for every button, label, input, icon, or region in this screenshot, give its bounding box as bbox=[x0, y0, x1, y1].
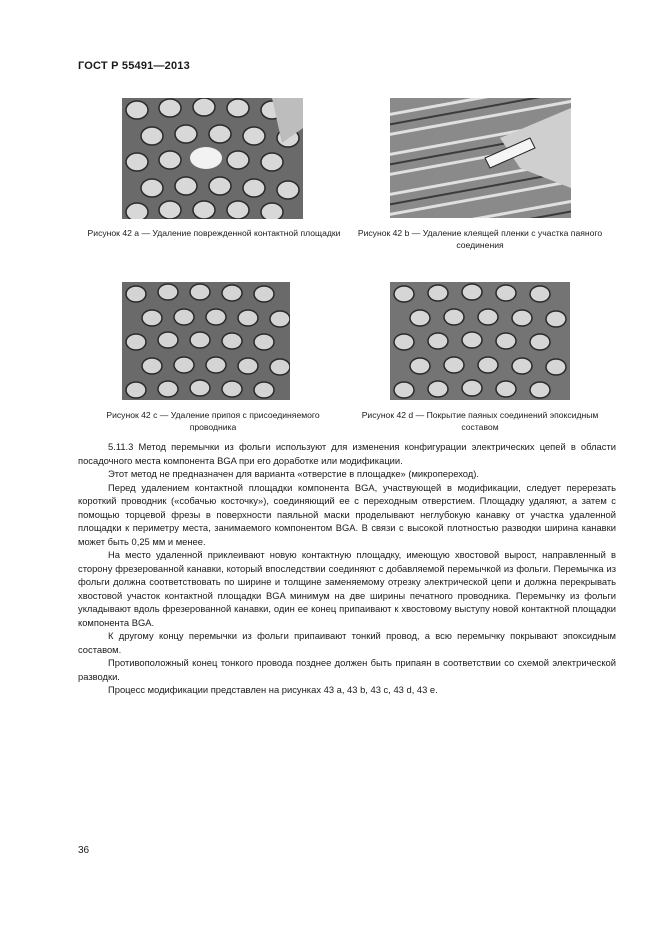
figure-42c-caption: Рисунок 42 c — Удаление припоя с присоединяемого проводника bbox=[106, 410, 320, 432]
figure-42d-caption: Рисунок 42 d — Покрытие паяных соединений эпоксидным составом bbox=[361, 410, 599, 432]
paragraph: Противоположный конец тонкого провода позднее должен быть припаян в соответствии со схемой электрической разводки. bbox=[78, 657, 616, 682]
bga-pads-image bbox=[122, 98, 303, 219]
body-text bbox=[78, 440, 616, 697]
figure-42d-photo bbox=[390, 282, 570, 400]
page-number: 36 bbox=[78, 845, 90, 856]
adhesive-film-image bbox=[390, 98, 571, 218]
paragraph: 5.11.3 Метод перемычки из фольги используют для изменения конфигурации электрических цепей в области посадочного места компонента BGA при его доработке или модификации. bbox=[78, 441, 616, 466]
figure-42a-caption: Рисунок 42 a — Удаление поврежденной контактной площадки bbox=[87, 228, 341, 238]
paragraph: Перед удалением контактной площадки компонента BGA, участвующей в модификации, следует перерезать короткий проводник («собачью косточку»), соединяющий ее с переходным отверстием. Площадку удаляют, а затем с помощью торцевой фрезы в поверхности паяльной маски проделывают неглубокую канавку от участка удаленной площадки к периметру места, занимаемого компонентом BGA. В связи с высокой плотностью разводки ширина канавки может быть 0,25 мм и менее. bbox=[78, 481, 616, 547]
paragraph: На место удаленной приклеивают новую контактную площадку, имеющую хвостовой вырост, направленный в сторону фрезерованной канавки, который впоследствии соединяют с добавляемой перемычкой из фольги. Перемычка из фольги должна соответствовать по ширине и толщине заменяемому отрезку электрической цепи и должна перекрывать хвостовой участок контактной площадки BGA минимум на две ширины печатного проводника. Перемычку из фольги укладывают вдоль фрезерованной канавки, один ее конец припаивают к хвостовому выступу новой контактной площадки компонента BGA. bbox=[78, 549, 616, 628]
figure-42b-caption: Рисунок 42 b — Удаление клеящей пленки с участка паяного соединения bbox=[357, 228, 603, 250]
paragraph: Этот метод не предназначен для варианта «отверстие в площадке» (микропереход). bbox=[108, 468, 480, 479]
paragraph: К другому концу перемычки из фольги припаивают тонкий провод, а всю перемычку покрывают эпоксидным составом. bbox=[78, 630, 616, 655]
paragraph: Процесс модификации представлен на рисунках 43 a, 43 b, 43 c, 43 d, 43 e. bbox=[108, 684, 438, 695]
epoxy-coating-image bbox=[390, 282, 570, 400]
figure-42c-photo bbox=[122, 282, 290, 400]
solder-removal-image bbox=[122, 282, 290, 400]
figure-42b-photo bbox=[390, 98, 571, 218]
document-header: ГОСТ Р 55491—2013 bbox=[78, 60, 190, 72]
figure-42a-photo bbox=[122, 98, 303, 219]
